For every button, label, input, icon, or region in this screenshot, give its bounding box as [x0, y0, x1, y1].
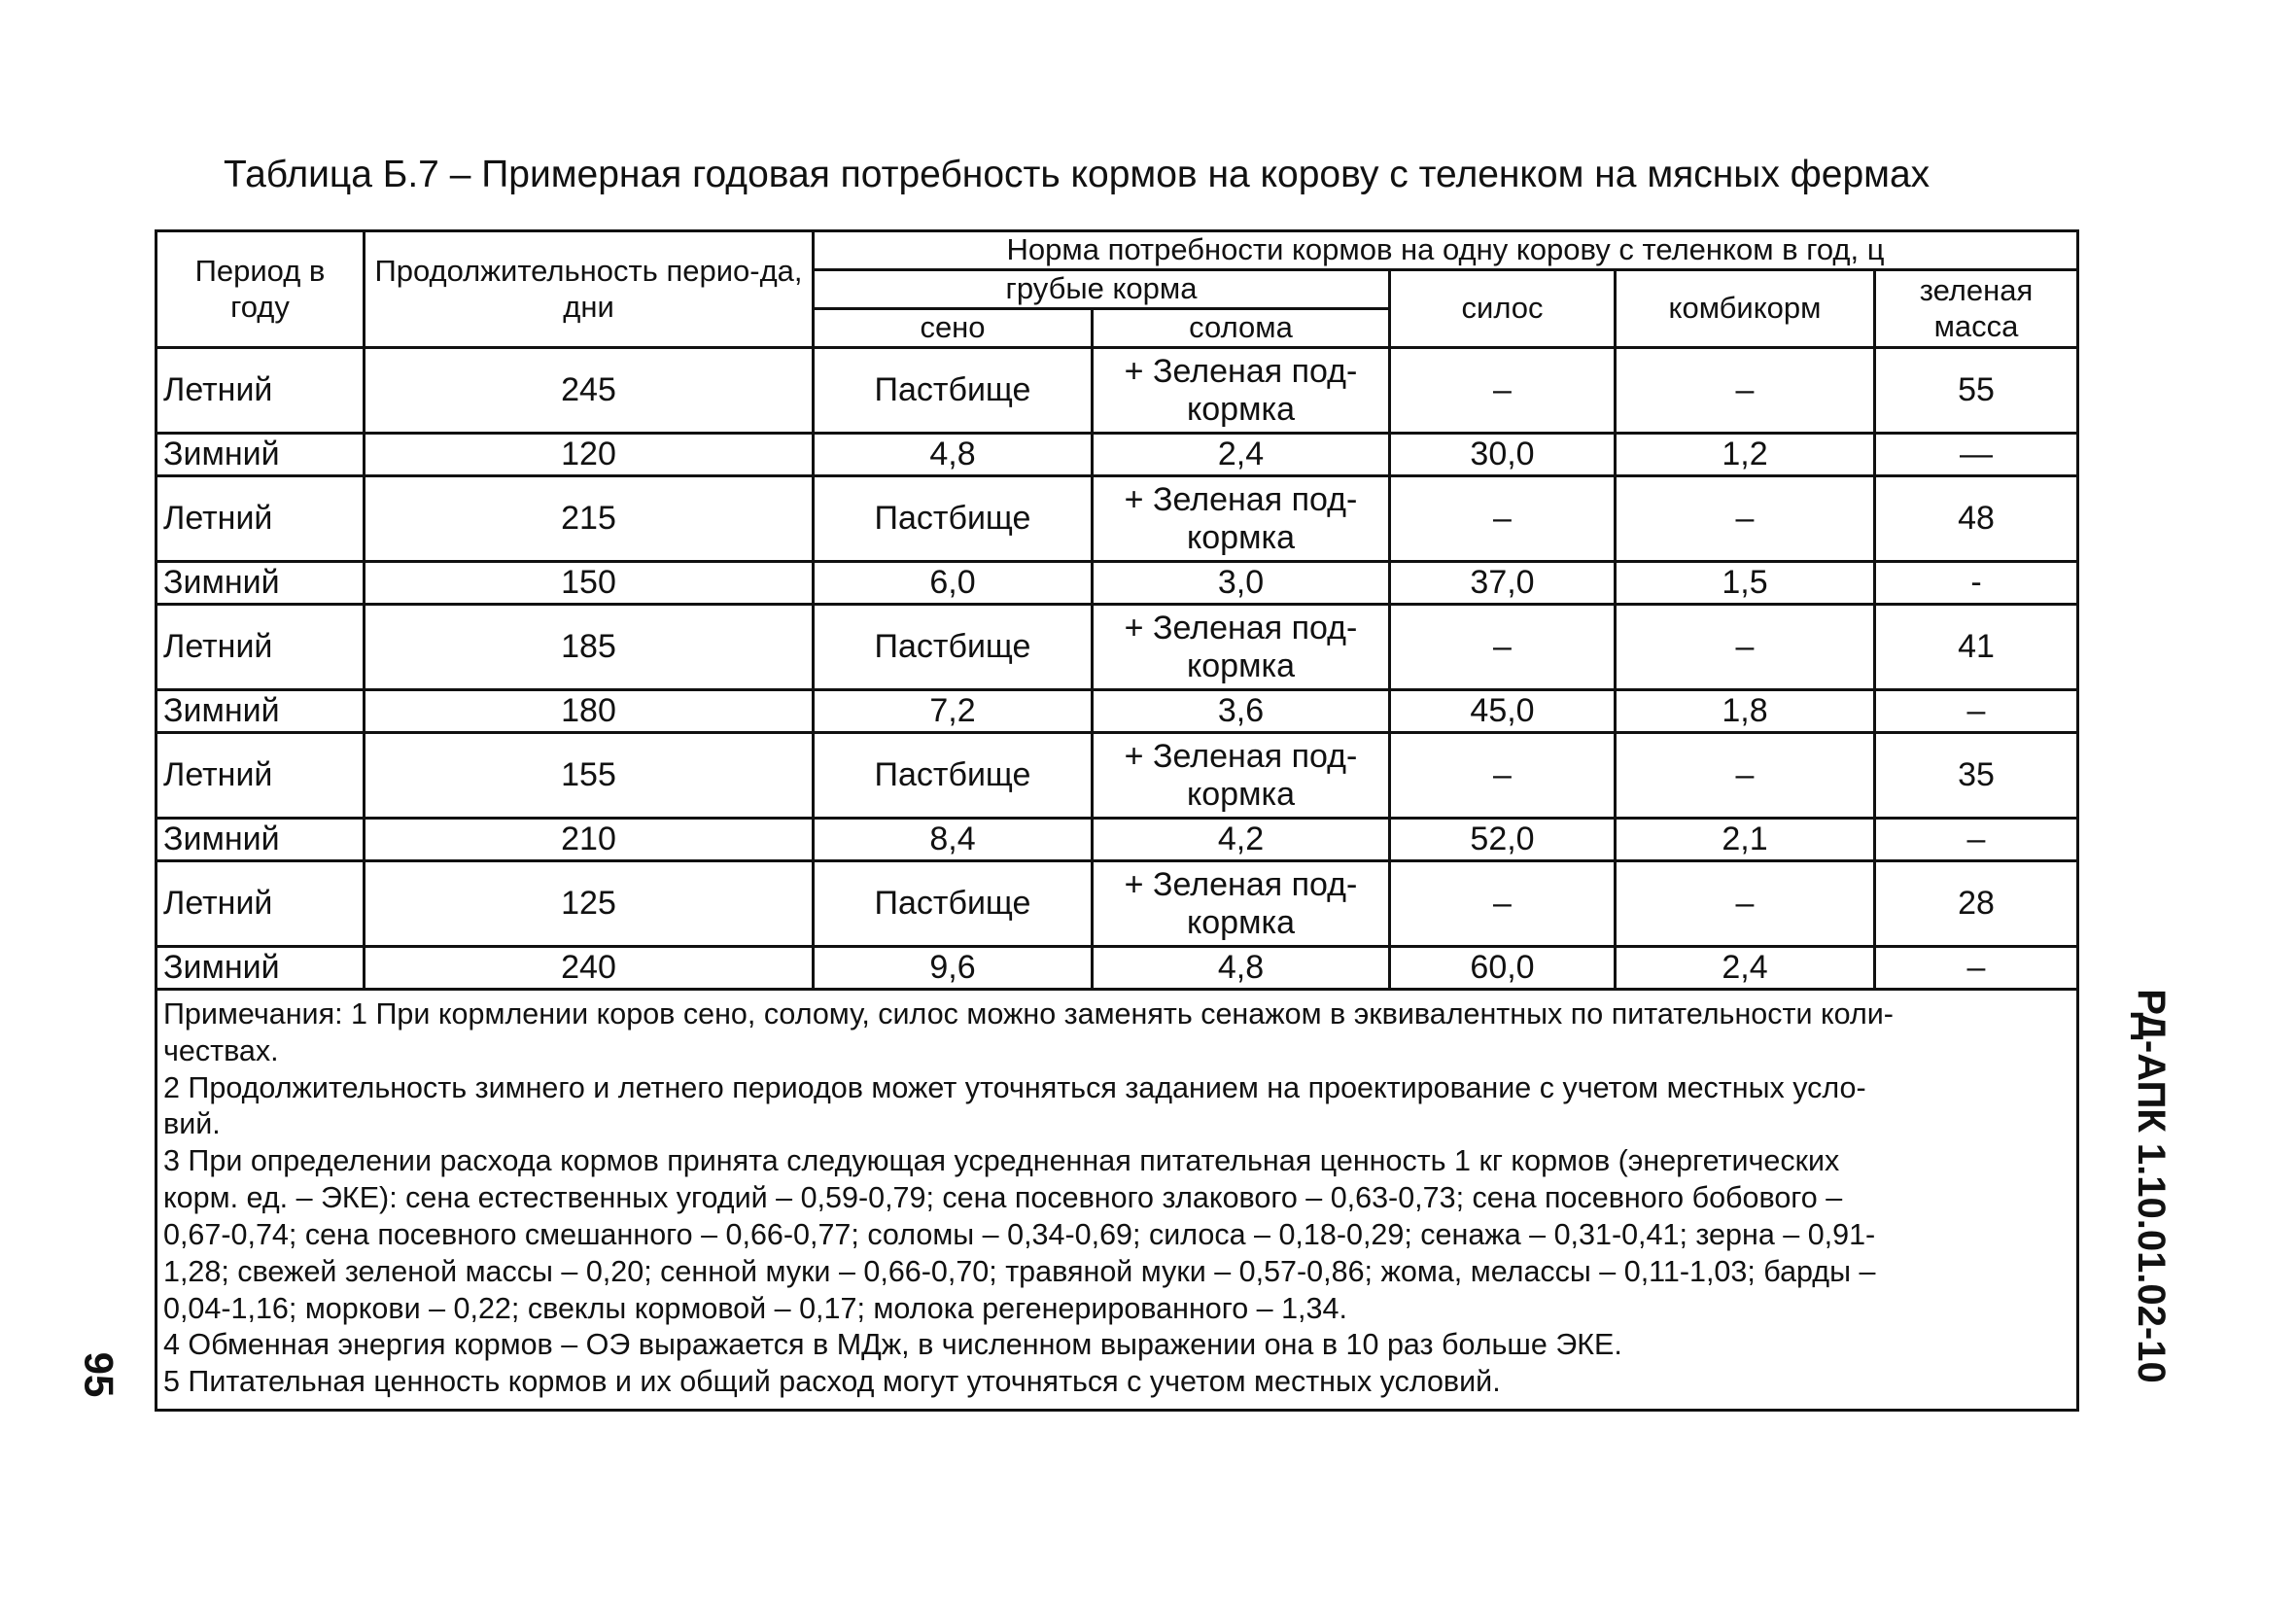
header-period: Период в году [157, 231, 365, 348]
note-line: 5 Питательная ценность кормов и их общий расход могут уточняться с учетом местных условий. [163, 1365, 1501, 1399]
note-line: 1,28; свежей зеленой массы – 0,20; сенной муки – 0,66-0,70; травяной муки – 0,57-0,86; жома, мелассы – 0,11-1,03; барды – [163, 1254, 1876, 1288]
cell-days: 180 [365, 690, 814, 733]
cell-silage: 52,0 [1390, 819, 1616, 861]
cell-compound: 1,5 [1616, 562, 1875, 605]
cell-compound: 1,8 [1616, 690, 1875, 733]
cell-days: 125 [365, 861, 814, 947]
cell-green: – [1875, 690, 2078, 733]
note-line: корм. ед. – ЭКЕ): сена естественных угодий – 0,59-0,79; сена посевного злакового – 0,63-0,73; сена посевного бобового – [163, 1181, 1843, 1215]
cell-hay: Пастбище [814, 348, 1093, 434]
note-line: 0,67-0,74; сена посевного смешанного – 0,66-0,77; соломы – 0,34-0,69; силоса – 0,18-0,29; сенажа – 0,31-0,41; зерна – 0,91- [163, 1217, 1876, 1251]
cell-straw: + Зеленая под-кормка [1093, 733, 1390, 819]
table-row [157, 348, 2078, 434]
cell-hay: 8,4 [814, 819, 1093, 861]
document-code: РД-АПК 1.10.01.02-10 [2130, 989, 2173, 1383]
cell-straw: 4,2 [1093, 819, 1390, 861]
cell-straw: 2,4 [1093, 434, 1390, 476]
cell-green: – [1875, 819, 2078, 861]
cell-hay: 6,0 [814, 562, 1093, 605]
cell-compound: – [1616, 605, 1875, 690]
header-silage: силос [1390, 270, 1616, 348]
cell-silage: – [1390, 476, 1616, 562]
note-line: чествах. [163, 1033, 279, 1067]
cell-silage: – [1390, 605, 1616, 690]
note-line: 0,04-1,16; моркови – 0,22; свеклы кормовой – 0,17; молока регенерированного – 1,34. [163, 1291, 1347, 1325]
cell-period: Летний [157, 476, 365, 562]
cell-days: 155 [365, 733, 814, 819]
cell-silage: – [1390, 733, 1616, 819]
cell-silage: 30,0 [1390, 434, 1616, 476]
cell-green: — [1875, 434, 2078, 476]
cell-compound: 1,2 [1616, 434, 1875, 476]
cell-straw: 3,6 [1093, 690, 1390, 733]
cell-period: Летний [157, 733, 365, 819]
cell-hay: Пастбище [814, 605, 1093, 690]
cell-days: 185 [365, 605, 814, 690]
table-row [157, 434, 2078, 476]
cell-silage: 60,0 [1390, 947, 1616, 990]
cell-silage: – [1390, 861, 1616, 947]
cell-green: 48 [1875, 476, 2078, 562]
cell-hay: 4,8 [814, 434, 1093, 476]
table-row [157, 605, 2078, 690]
cell-days: 150 [365, 562, 814, 605]
cell-silage: 45,0 [1390, 690, 1616, 733]
cell-period: Летний [157, 861, 365, 947]
header-norm: Норма потребности кормов на одну корову с теленком в год, ц [814, 231, 2078, 270]
cell-period: Летний [157, 605, 365, 690]
cell-period: Зимний [157, 562, 365, 605]
table-row [157, 861, 2078, 947]
cell-straw: 3,0 [1093, 562, 1390, 605]
cell-green: – [1875, 947, 2078, 990]
cell-green: 35 [1875, 733, 2078, 819]
header-duration: Продолжительность перио-да, дни [365, 231, 814, 348]
cell-green: 28 [1875, 861, 2078, 947]
cell-straw: + Зеленая под-кормка [1093, 861, 1390, 947]
cell-green: 41 [1875, 605, 2078, 690]
cell-silage: – [1390, 348, 1616, 434]
cell-compound: – [1616, 348, 1875, 434]
cell-compound: 2,4 [1616, 947, 1875, 990]
note-line: вий. [163, 1107, 221, 1141]
cell-hay: Пастбище [814, 861, 1093, 947]
cell-straw: + Зеленая под-кормка [1093, 605, 1390, 690]
cell-days: 240 [365, 947, 814, 990]
table-title: Таблица Б.7 – Примерная годовая потребность кормов на корову с теленком на мясных фермах [224, 154, 1931, 195]
note-line: 4 Обменная энергия кормов – ОЭ выражается в МДж, в численном выражении она в 10 раз больше ЭКЕ. [163, 1328, 1622, 1362]
cell-compound: – [1616, 733, 1875, 819]
cell-hay: Пастбище [814, 733, 1093, 819]
table-row [157, 562, 2078, 605]
table-notes [157, 990, 2078, 1411]
note-line: Примечания: 1 При кормлении коров сено, солому, силос можно заменять сенажом в эквивалентных по питательности коли- [163, 997, 1894, 1031]
cell-period: Летний [157, 348, 365, 434]
note-line: 2 Продолжительность зимнего и летнего периодов может уточняться заданием на проектирование с учетом местных усло- [163, 1070, 1866, 1104]
cell-straw: + Зеленая под-кормка [1093, 348, 1390, 434]
cell-days: 120 [365, 434, 814, 476]
cell-straw: + Зеленая под-кормка [1093, 476, 1390, 562]
table-row [157, 733, 2078, 819]
header-hay: сено [814, 309, 1093, 348]
cell-days: 215 [365, 476, 814, 562]
cell-compound: 2,1 [1616, 819, 1875, 861]
cell-green: 55 [1875, 348, 2078, 434]
table-row [157, 690, 2078, 733]
cell-period: Зимний [157, 690, 365, 733]
table-row [157, 819, 2078, 861]
table-row [157, 476, 2078, 562]
cell-silage: 37,0 [1390, 562, 1616, 605]
cell-green: - [1875, 562, 2078, 605]
header-rough-feed: грубые корма [814, 270, 1390, 309]
cell-compound: – [1616, 861, 1875, 947]
cell-period: Зимний [157, 819, 365, 861]
cell-period: Зимний [157, 947, 365, 990]
header-straw: солома [1093, 309, 1390, 348]
cell-hay: Пастбище [814, 476, 1093, 562]
feed-requirements-table [155, 229, 2079, 1412]
table-row [157, 947, 2078, 990]
cell-days: 245 [365, 348, 814, 434]
page-number: 95 [76, 1351, 122, 1398]
header-compound-feed: комбикорм [1616, 270, 1875, 348]
cell-period: Зимний [157, 434, 365, 476]
cell-days: 210 [365, 819, 814, 861]
cell-straw: 4,8 [1093, 947, 1390, 990]
cell-hay: 9,6 [814, 947, 1093, 990]
cell-compound: – [1616, 476, 1875, 562]
header-green-mass: зеленая масса [1875, 270, 2078, 348]
cell-hay: 7,2 [814, 690, 1093, 733]
note-line: 3 При определении расхода кормов принята следующая усредненная питательная ценность 1 кг кормов (энергетических [163, 1144, 1840, 1178]
